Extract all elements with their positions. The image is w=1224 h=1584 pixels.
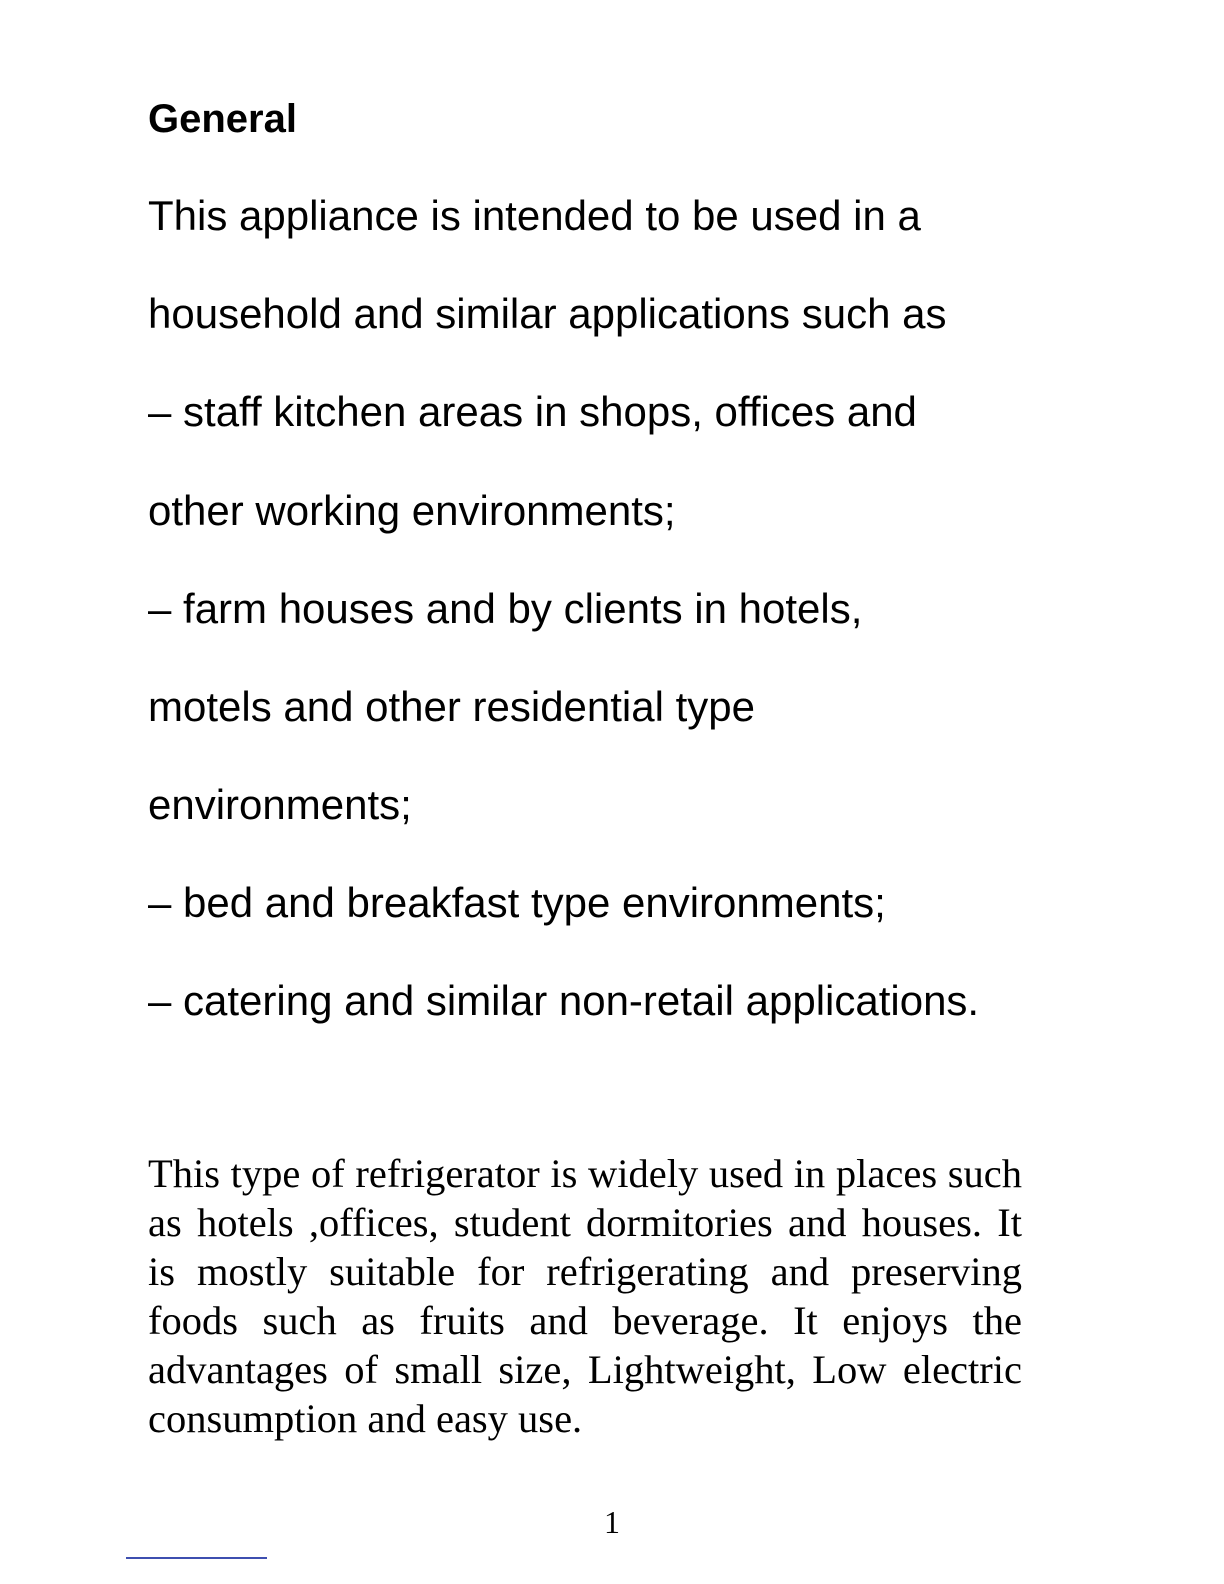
- intro-bullet-farm-houses: – farm houses and by clients in hotels,: [148, 585, 863, 632]
- intro-bullet-bed-breakfast: – bed and breakfast type environments;: [148, 879, 886, 926]
- intro-line-4: other working environments;: [148, 487, 676, 534]
- intro-line-1: This appliance is intended to be used in a: [148, 192, 921, 239]
- page-heading: General: [148, 97, 297, 141]
- footer-rule: [126, 1557, 267, 1559]
- intro-bullet-staff-kitchen: – staff kitchen areas in shops, offices and: [148, 388, 917, 435]
- intro-bullet-catering: – catering and similar non-retail applications.: [148, 977, 980, 1024]
- page-number: 1: [604, 1504, 620, 1540]
- intro-line-6: motels and other residential type: [148, 683, 756, 730]
- intro-line-7: environments;: [148, 781, 412, 828]
- description-paragraph: This type of refrigerator is widely used in places such as hotels ,offices, student dormitories and houses. It is mostly suitable for refrigerating and preserving foods such as fruits and beverage. It enjoys the advantages of small size, Lightweight, Low electric consumption and easy use.: [148, 1151, 1022, 1441]
- intro-line-2: household and similar applications such as: [148, 290, 947, 337]
